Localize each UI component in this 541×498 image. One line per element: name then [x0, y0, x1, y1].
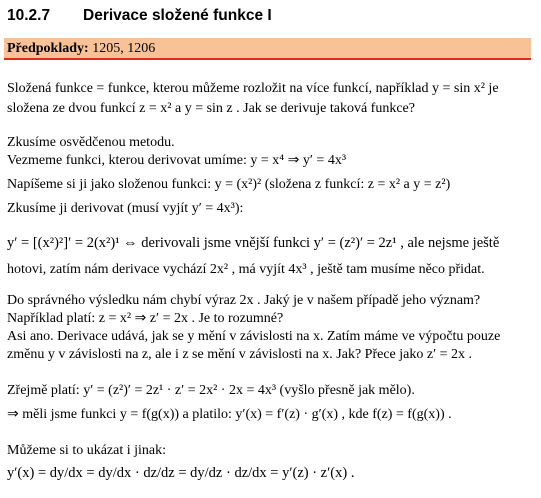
paragraph-line: Zkusíme osvědčenou metodu.: [7, 135, 175, 150]
prerequisites-label: Předpoklady:: [7, 41, 89, 56]
paragraph-line: Asi ano. Derivace udává, jak se y mění v závislosti na x. Zatím máme ve výpočtu pouze: [7, 329, 501, 344]
paragraph-line: hotovi, zatím nám derivace vychází 2x² , má vyjít 4x³ , ještě tam musíme něco přidat.: [7, 262, 485, 277]
equation-line: ⇒ měli jsme funkci y = f(g(x)) a platilo: y′(x) = f′(z) · g′(x) , kde f(z) = f(g(x)) .: [7, 407, 452, 422]
paragraph-line: Vezmeme funkci, kterou derivovat umíme: y = x⁴ ⇒ y′ = 4x³: [7, 153, 347, 168]
paragraph-line: změnu y v závislosti na z, ale i z se mění v závislosti na x. Jak? Přece jako z′ = 2x .: [7, 347, 473, 362]
equation-line: Zřejmě platí: y′ = (z²)′ = 2z¹ · z′ = 2x² · 2x = 4x³ (vyšlo přesně jak mělo).: [7, 383, 415, 398]
section-heading: [7, 4, 272, 28]
paragraph-line: Například platí: z = x² ⇒ z′ = 2x . Je to rozumné?: [7, 311, 284, 326]
paragraph-line: Napíšeme si ji jako složenou funkci: y = (x²)² (složena z funkcí: z = x² a y = z²): [7, 177, 451, 192]
paragraph-line: Můžeme si to ukázat i jinak:: [7, 443, 167, 458]
paragraph-line: složena ze dvou funkcí z = x² a y = sin z . Jak se derivuje taková funkce?: [7, 101, 415, 116]
prerequisites-bar: [4, 38, 531, 60]
prerequisites-value: 1205, 1206: [92, 41, 156, 56]
paragraph-line: Zkusíme ji derivovat (musí vyjít y′ = 4x³):: [7, 201, 244, 216]
paragraph-line: Do správného výsledku nám chybí výraz 2x . Jaký je v našem případě jeho význam?: [7, 293, 481, 308]
section-title: Derivace složené funkce I: [83, 7, 272, 24]
section-number: 10.2.7: [7, 7, 51, 24]
equation-line: y′(x) = dy/dx = dy/dx · dz/dz = dy/dz · dz/dx = y′(z) · z′(x) .: [7, 465, 355, 481]
paragraph-line: Složená funkce = funkce, kterou můžeme rozložit na více funkcí, například y = sin x² je: [7, 81, 499, 96]
equation-line: y′ = [(x²)²]′ = 2(x²)¹ ⇔ derivovali jsme vnější funkci y′ = (z²)′ = 2z¹ , ale nejsme ještě: [7, 235, 500, 251]
